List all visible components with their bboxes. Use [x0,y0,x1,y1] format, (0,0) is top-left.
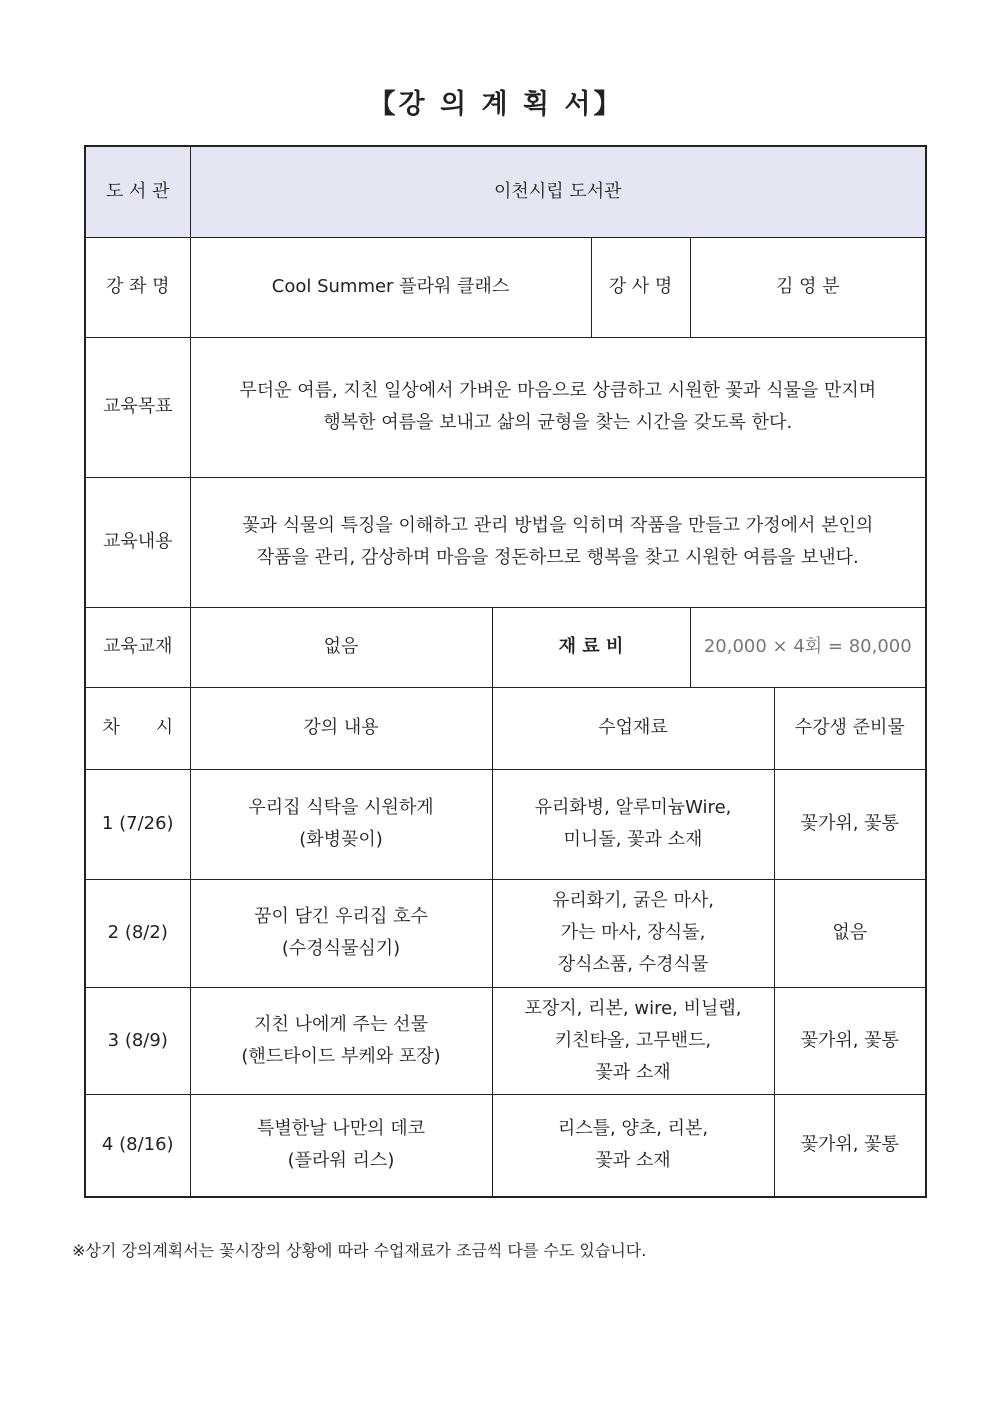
fee-label: 재 료 비 [492,607,690,687]
prep-header: 수강생 준비물 [774,687,926,769]
session-materials-line: 미니돌, 꽃과 소재 [563,829,703,850]
goal-row [85,337,926,477]
instructor-label: 강 사 명 [591,237,690,337]
session-prep: 꽃가위, 꽃통 [774,769,926,879]
session-number: 3 (8/9) [85,987,190,1094]
session-materials-line: 장식소품, 수경식물 [557,954,709,975]
content-line: 꽃과 식물의 특징을 이해하고 관리 방법을 익히며 작품을 만들고 가정에서 본인의 [242,515,874,536]
content-row [85,477,926,607]
textbook-label: 교육교재 [85,607,190,687]
library-row [85,146,926,237]
textbook-value: 없음 [190,607,492,687]
session-content-line: 특별한날 나만의 데코 [257,1118,425,1140]
session-content-line: 우리집 식탁을 시원하게 [248,797,434,818]
fee-value: 20,000 × 4회 = 80,000 [690,607,926,687]
session-prep: 없음 [774,879,926,987]
content-label: 교육내용 [85,477,190,607]
session-row [85,769,926,879]
library-value: 이천시립 도서관 [190,146,926,237]
course-value: Cool Summer 플라워 클래스 [190,237,591,337]
session-materials-line: 유리화기, 굵은 마사, [552,890,714,911]
session-content-line: (핸드타이드 부케와 포장) [241,1045,441,1067]
library-label: 도 서 관 [85,146,190,237]
session-header: 차 시 [85,687,190,769]
session-materials-line: 키친타올, 고무밴드, [554,1029,712,1051]
content-text [190,477,926,607]
session-content [190,1094,492,1197]
goal-label: 교육목표 [85,337,190,477]
session-materials-line: 가는 마사, 장식돌, [560,922,706,943]
session-content-line: (플라워 리스) [287,1150,395,1172]
session-content [190,879,492,987]
session-materials [492,879,774,987]
sessions-header-row [85,687,926,769]
goal-line: 행복한 여름을 보내고 삶의 균형을 찾는 시간을 갖도록 한다. [323,412,793,433]
session-materials-line: 꽃과 소재 [595,1061,671,1083]
content-header: 강의 내용 [190,687,492,769]
session-number: 4 (8/16) [85,1094,190,1197]
session-content-line: 꿈이 담긴 우리집 호수 [254,906,428,927]
session-materials-line: 리스틀, 양초, 리본, [557,1118,709,1140]
textbook-row [85,607,926,687]
session-content [190,769,492,879]
session-materials [492,987,774,1094]
lecture-plan-table [84,145,927,1198]
session-materials-line: 포장지, 리본, wire, 비닐랩, [524,997,742,1019]
course-label: 강 좌 명 [85,237,190,337]
document-title: 【강 의 계 획 서】 [368,89,624,120]
content-line: 작품을 관리, 감상하며 마음을 정돈하므로 행복을 찾고 시원한 여름을 보낸다. [256,547,859,568]
session-number: 2 (8/2) [85,879,190,987]
session-row [85,1094,926,1197]
materials-header: 수업재료 [492,687,774,769]
footnote: ※상기 강의계획서는 꽃시장의 상황에 따라 수업재료가 조금씩 다를 수도 있습니다. [72,1241,647,1260]
session-materials-line: 꽃과 소재 [595,1150,671,1172]
session-row [85,879,926,987]
session-materials [492,1094,774,1197]
session-prep: 꽃가위, 꽃통 [774,987,926,1094]
session-content [190,987,492,1094]
session-content-line: (화병꽂이) [299,829,383,850]
session-number: 1 (7/26) [85,769,190,879]
session-row [85,987,926,1094]
instructor-value: 김 영 분 [690,237,926,337]
goal-line: 무더운 여름, 지친 일상에서 가벼운 마음으로 상큼하고 시원한 꽃과 식물을 만지며 [239,380,877,401]
session-materials [492,769,774,879]
session-content-line: (수경식물심기) [281,938,401,959]
session-prep: 꽃가위, 꽃통 [774,1094,926,1197]
session-content-line: 지친 나에게 주는 선물 [254,1013,428,1035]
goal-text [190,337,926,477]
session-materials-line: 유리화병, 알루미늄Wire, [534,797,732,818]
course-row [85,237,926,337]
